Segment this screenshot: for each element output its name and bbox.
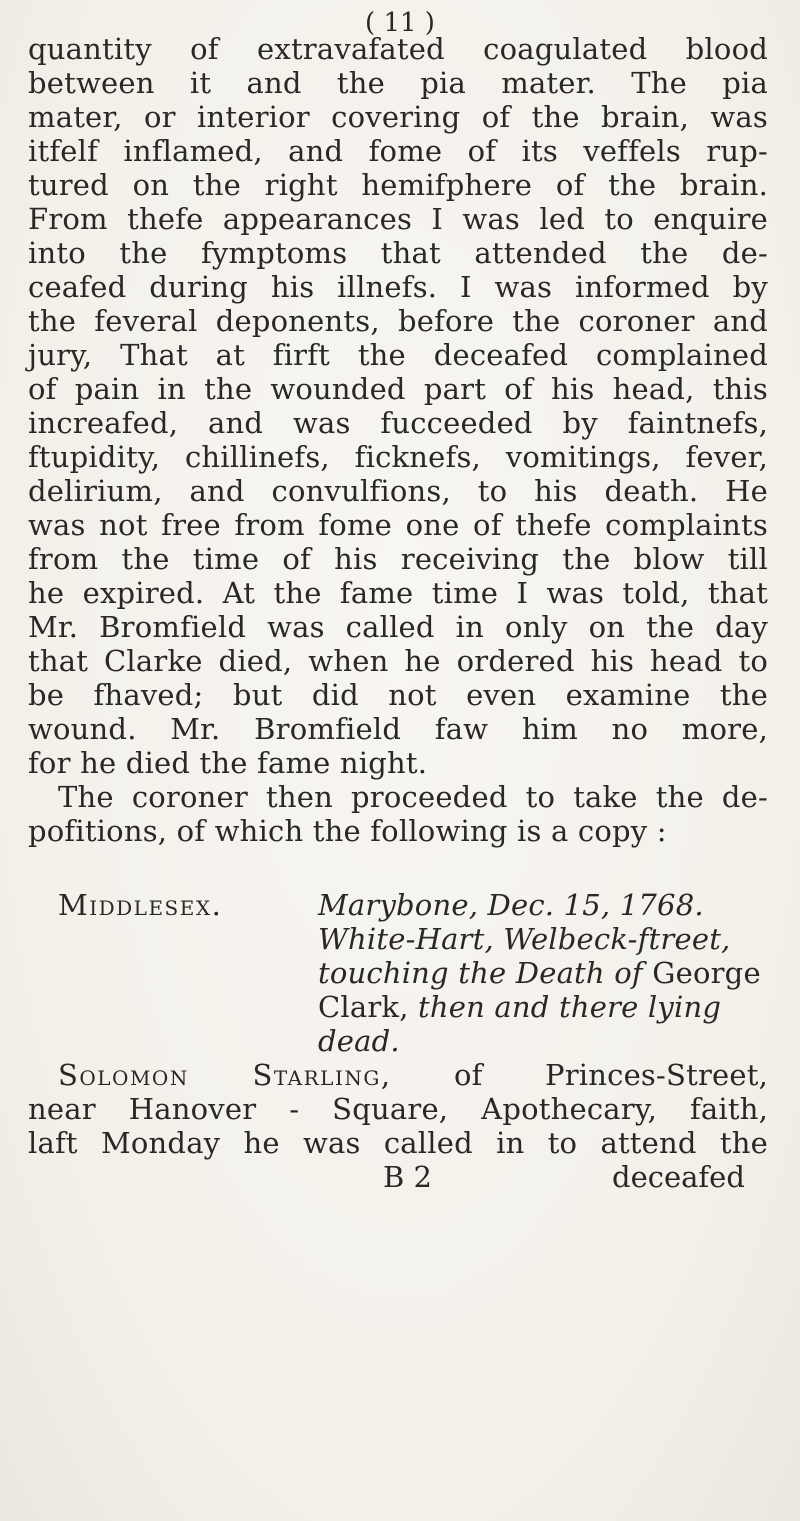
deposition-touching: touching the Death of	[318, 956, 643, 990]
body-line-12: increafed, and was fucceeded by faintnefs,	[28, 406, 768, 440]
body-line-1: quantity of extravafated coagulated blood	[28, 32, 768, 66]
body-line-3: mater, or interior covering of the brain, was	[28, 100, 768, 134]
deposition-subject-line	[318, 956, 761, 990]
witness-address: of Princes-Street,	[453, 1058, 768, 1092]
witness-line-2: near Hanover - Square, Apothecary, faith,	[28, 1092, 768, 1126]
body-line-7: into the fymptoms that attended the de-	[28, 236, 768, 270]
body-line-22: for he died the fame night.	[28, 746, 428, 780]
witness-line-3: laft Monday he was called in to attend the	[28, 1126, 768, 1160]
body-line-8: ceafed during his illnefs. I was informed by	[28, 270, 768, 304]
deposition-place-date: Marybone, Dec. 15, 1768.	[318, 888, 704, 922]
body-line-4: itfelf inflamed, and fome of its veffels rup-	[28, 134, 768, 168]
witness-name: Solomon Starling,	[58, 1058, 392, 1092]
body-line-2: between it and the pia mater. The pia	[28, 66, 768, 100]
body-line-5: tured on the right hemifphere of the brain.	[28, 168, 768, 202]
body-line-9: the feveral deponents, before the coroner and	[28, 304, 768, 338]
body-line-11: of pain in the wounded part of his head, this	[28, 372, 768, 406]
body-line-13: ftupidity, chillinefs, ficknefs, vomitings, fever,	[28, 440, 768, 474]
deposition-lying: then and there lying	[418, 990, 722, 1024]
page-number: ( 11 )	[365, 8, 435, 38]
body-line-19: that Clarke died, when he ordered his head to	[28, 644, 768, 678]
body-line-15: was not free from fome one of thefe complaints	[28, 508, 768, 542]
para2-line-1: The coroner then proceeded to take the de-	[58, 780, 768, 814]
body-line-14: delirium, and convulfions, to his death. He	[28, 474, 768, 508]
deposition-county: Middlesex.	[58, 888, 223, 922]
body-line-10: jury, That at firft the deceafed complained	[28, 338, 768, 372]
deposition-clark-line	[318, 990, 721, 1024]
signature-mark: B 2	[383, 1160, 432, 1194]
deposition-name-george: George	[652, 956, 761, 990]
deposition-dead: dead.	[318, 1024, 400, 1058]
body-line-18: Mr. Bromfield was called in only on the day	[28, 610, 768, 644]
body-line-6: From thefe appearances I was led to enquire	[28, 202, 768, 236]
body-line-16: from the time of his receiving the blow till	[28, 542, 768, 576]
para2-line-2: pofitions, of which the following is a copy :	[28, 814, 667, 848]
catchword: deceafed	[612, 1160, 745, 1194]
deposition-name-clark: Clark,	[318, 990, 409, 1024]
body-line-21: wound. Mr. Bromfield faw him no more,	[28, 712, 768, 746]
body-line-17: he expired. At the fame time I was told, that	[28, 576, 768, 610]
deposition-location: White-Hart, Welbeck-ftreet,	[318, 922, 731, 956]
witness-line-1	[58, 1058, 768, 1092]
body-line-20: be fhaved; but did not even examine the	[28, 678, 768, 712]
